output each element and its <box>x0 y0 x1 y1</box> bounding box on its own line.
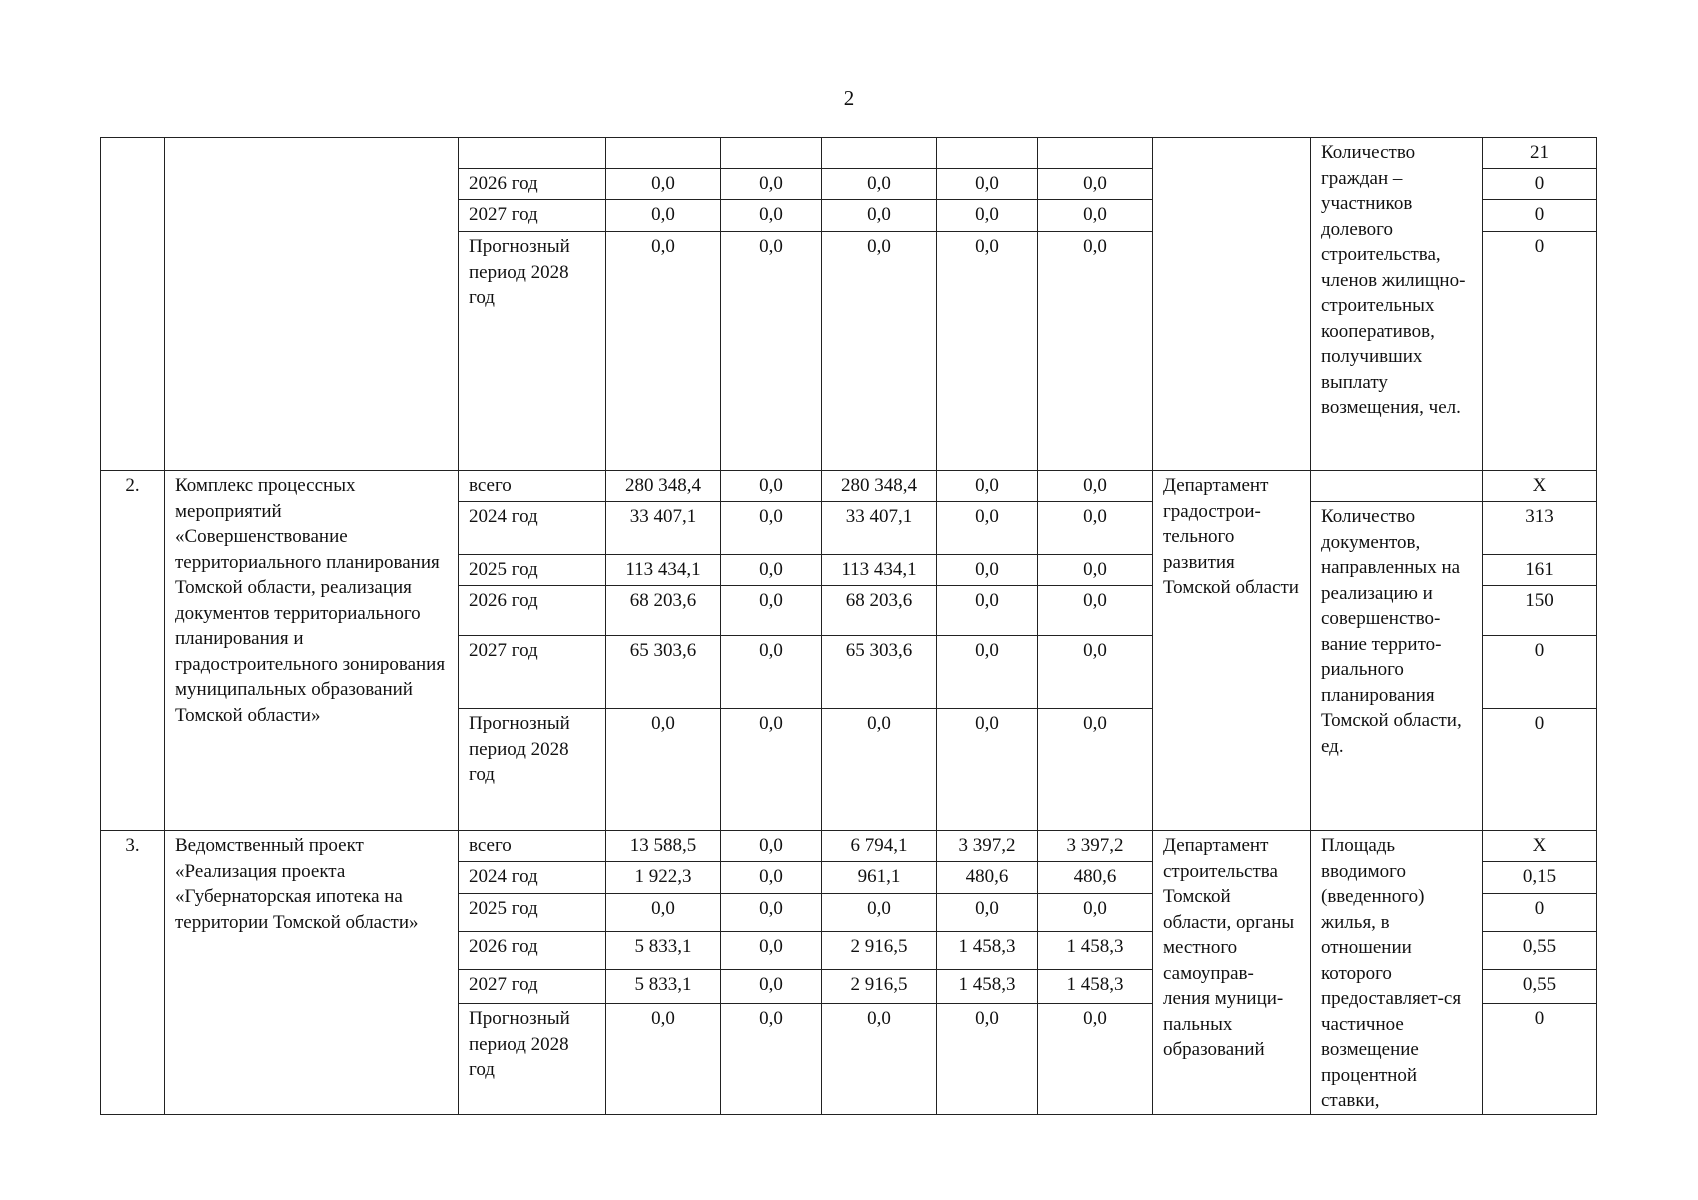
value-local: 1 458,3 <box>937 970 1038 1004</box>
value-regional: 280 348,4 <box>822 471 937 502</box>
period-label: 2024 год <box>459 862 606 894</box>
indicator-value: 313 <box>1483 502 1597 555</box>
value-other: 0,0 <box>1038 1004 1153 1114</box>
value-regional: 0,0 <box>822 232 937 471</box>
value-regional: 2 916,5 <box>822 932 937 970</box>
value-regional: 113 434,1 <box>822 555 937 586</box>
period-label: 2025 год <box>459 894 606 932</box>
value-cell <box>822 138 937 169</box>
value-cell <box>606 138 721 169</box>
value-other: 0,0 <box>1038 200 1153 232</box>
indicator-text: Количество документов, направленных на реализацию и совершенство-вание террито-риального планирования Томской области, ед. <box>1311 502 1483 831</box>
value-local: 0,0 <box>937 169 1038 200</box>
value-local: 0,0 <box>937 471 1038 502</box>
value-other: 480,6 <box>1038 862 1153 894</box>
period-label: 2027 год <box>459 200 606 232</box>
value-federal: 0,0 <box>721 894 822 932</box>
period-label: 2026 год <box>459 586 606 636</box>
executor-cell <box>1153 138 1311 471</box>
value-cell <box>1038 138 1153 169</box>
value-regional: 65 303,6 <box>822 636 937 709</box>
value-regional: 0,0 <box>822 200 937 232</box>
value-federal: 0,0 <box>721 970 822 1004</box>
value-other: 1 458,3 <box>1038 970 1153 1004</box>
value-regional: 6 794,1 <box>822 831 937 862</box>
value-federal: 0,0 <box>721 586 822 636</box>
period-label: Прогнозный период 2028 год <box>459 232 606 471</box>
value-federal: 0,0 <box>721 1004 822 1114</box>
value-local: 3 397,2 <box>937 831 1038 862</box>
row-number-cell <box>101 138 165 471</box>
value-other: 0,0 <box>1038 502 1153 555</box>
executor: Департамент строительства Томской области, органы местного самоуправ-ления муници-пальных образований <box>1153 831 1311 1115</box>
value-federal: 0,0 <box>721 232 822 471</box>
indicator-text: Количество граждан – участников долевого строительства, членов жилищно-строительных кооперативов, получивших выплату возмещения, чел. <box>1311 138 1483 471</box>
indicator-value: 0,55 <box>1483 970 1597 1004</box>
period-cell <box>459 138 606 169</box>
row-number: 3. <box>101 831 165 1115</box>
indicator-value: 150 <box>1483 586 1597 636</box>
period-label: Прогнозный период 2028 год <box>459 709 606 831</box>
period-label: 2026 год <box>459 169 606 200</box>
table-row <box>101 138 1597 169</box>
value-total: 65 303,6 <box>606 636 721 709</box>
value-other: 3 397,2 <box>1038 831 1153 862</box>
value-total: 5 833,1 <box>606 970 721 1004</box>
value-local: 0,0 <box>937 232 1038 471</box>
period-label: 2026 год <box>459 932 606 970</box>
value-total: 113 434,1 <box>606 555 721 586</box>
value-total: 0,0 <box>606 232 721 471</box>
value-total: 33 407,1 <box>606 502 721 555</box>
value-federal: 0,0 <box>721 636 822 709</box>
value-local: 0,0 <box>937 200 1038 232</box>
value-federal: 0,0 <box>721 169 822 200</box>
value-other: 0,0 <box>1038 636 1153 709</box>
value-other: 0,0 <box>1038 471 1153 502</box>
value-local: 0,0 <box>937 586 1038 636</box>
table-row <box>101 471 1597 502</box>
value-total: 1 922,3 <box>606 862 721 894</box>
value-total: 0,0 <box>606 200 721 232</box>
measure-name: Ведомственный проект «Реализация проекта «Губернаторская ипотека на территории Томской области» <box>165 831 459 1115</box>
value-federal: 0,0 <box>721 502 822 555</box>
value-other: 0,0 <box>1038 169 1153 200</box>
value-total: 0,0 <box>606 1004 721 1114</box>
table-row <box>101 831 1597 862</box>
value-other: 0,0 <box>1038 586 1153 636</box>
value-cell <box>937 138 1038 169</box>
value-federal: 0,0 <box>721 555 822 586</box>
value-total: 68 203,6 <box>606 586 721 636</box>
value-local: 0,0 <box>937 555 1038 586</box>
value-regional: 0,0 <box>822 894 937 932</box>
value-local: 0,0 <box>937 1004 1038 1114</box>
value-other: 0,0 <box>1038 709 1153 831</box>
measure-name-cell <box>165 138 459 471</box>
value-other: 1 458,3 <box>1038 932 1153 970</box>
value-local: 0,0 <box>937 502 1038 555</box>
value-regional: 961,1 <box>822 862 937 894</box>
indicator-value: 0 <box>1483 1004 1597 1114</box>
value-other: 0,0 <box>1038 232 1153 471</box>
value-total: 13 588,5 <box>606 831 721 862</box>
indicator-text: Площадь вводимого (введенного) жилья, в отношении которого предоставляет-ся частичное возмещение процентной ставки, <box>1311 831 1483 1115</box>
indicator-text-empty <box>1311 471 1483 502</box>
value-other: 0,0 <box>1038 894 1153 932</box>
page-number: 2 <box>843 86 855 110</box>
value-total: 0,0 <box>606 894 721 932</box>
value-federal: 0,0 <box>721 831 822 862</box>
value-local: 0,0 <box>937 894 1038 932</box>
executor: Департамент градострои-тельного развития Томской области <box>1153 471 1311 831</box>
value-regional: 33 407,1 <box>822 502 937 555</box>
value-local: 0,0 <box>937 636 1038 709</box>
indicator-value: Х <box>1483 831 1597 862</box>
indicator-value: 21 <box>1483 138 1597 169</box>
indicator-value: Х <box>1483 471 1597 502</box>
row-number: 2. <box>101 471 165 831</box>
indicator-value: 0 <box>1483 894 1597 932</box>
value-total: 5 833,1 <box>606 932 721 970</box>
value-regional: 68 203,6 <box>822 586 937 636</box>
measure-name: Комплекс процессных мероприятий «Совершенствование территориального планирования Томской области, реализация документов территориального планирования и градостроительного зонирования муниципальных образований Томской области» <box>165 471 459 831</box>
period-label: 2025 год <box>459 555 606 586</box>
value-federal: 0,0 <box>721 471 822 502</box>
indicator-value: 0 <box>1483 200 1597 232</box>
value-federal: 0,0 <box>721 932 822 970</box>
indicator-value: 0 <box>1483 169 1597 200</box>
period-label: 2024 год <box>459 502 606 555</box>
value-federal: 0,0 <box>721 709 822 831</box>
indicator-value: 0 <box>1483 636 1597 709</box>
indicator-value: 0 <box>1483 232 1597 471</box>
period-label: всего <box>459 471 606 502</box>
value-total: 280 348,4 <box>606 471 721 502</box>
indicator-value: 0,15 <box>1483 862 1597 894</box>
value-local: 1 458,3 <box>937 932 1038 970</box>
value-regional: 0,0 <box>822 1004 937 1114</box>
budget-table <box>100 137 1597 1115</box>
indicator-value: 161 <box>1483 555 1597 586</box>
value-regional: 0,0 <box>822 709 937 831</box>
period-label: 2027 год <box>459 636 606 709</box>
period-label: 2027 год <box>459 970 606 1004</box>
period-label: Прогнозный период 2028 год <box>459 1004 606 1114</box>
value-regional: 2 916,5 <box>822 970 937 1004</box>
value-other: 0,0 <box>1038 555 1153 586</box>
value-local: 0,0 <box>937 709 1038 831</box>
indicator-value: 0,55 <box>1483 932 1597 970</box>
value-total: 0,0 <box>606 709 721 831</box>
value-local: 480,6 <box>937 862 1038 894</box>
value-federal: 0,0 <box>721 862 822 894</box>
value-cell <box>721 138 822 169</box>
indicator-value: 0 <box>1483 709 1597 831</box>
value-total: 0,0 <box>606 169 721 200</box>
value-regional: 0,0 <box>822 169 937 200</box>
value-federal: 0,0 <box>721 200 822 232</box>
period-label: всего <box>459 831 606 862</box>
